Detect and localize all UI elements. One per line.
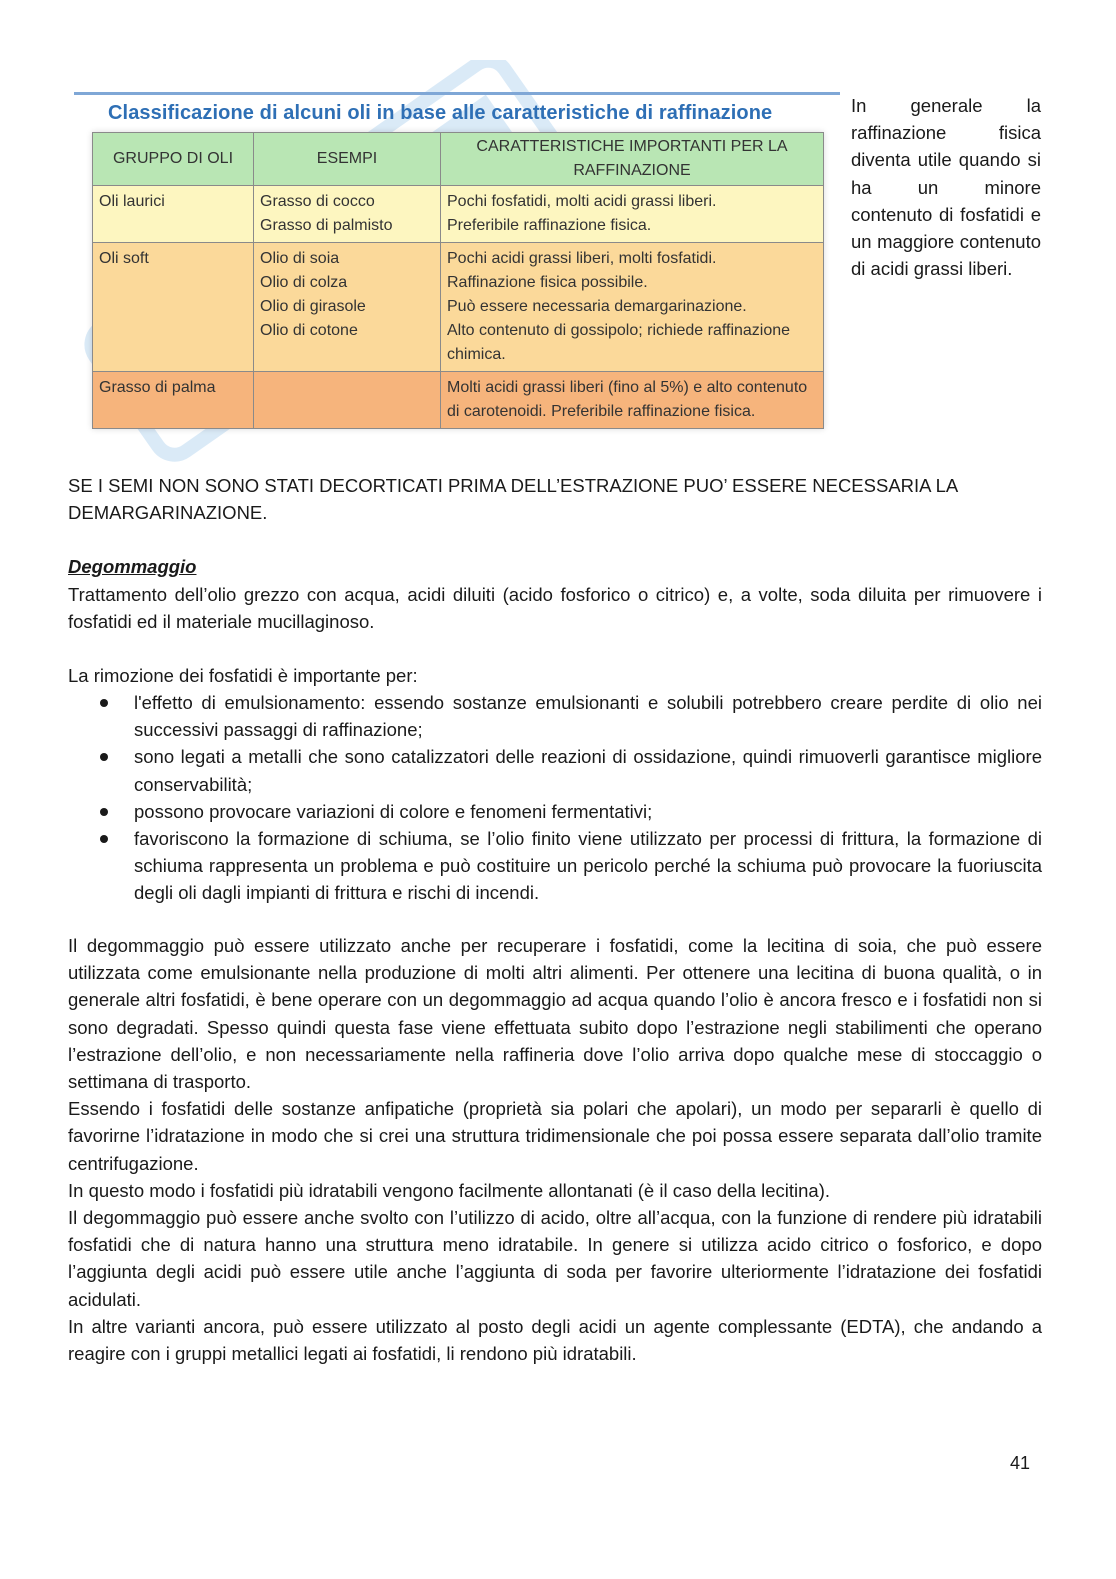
feature-item: Preferibile raffinazione fisica. bbox=[447, 217, 652, 234]
table-cell-examples bbox=[254, 243, 441, 372]
bullet-icon bbox=[100, 753, 108, 761]
table-row bbox=[93, 243, 824, 372]
classification-figure bbox=[74, 92, 840, 458]
table-cell-group: Oli laurici bbox=[93, 186, 254, 243]
figure-title: Classificazione di alcuni oli in base alle caratteristiche di raffinazione bbox=[108, 102, 773, 124]
table-cell-features bbox=[441, 243, 824, 372]
figure-top-rule bbox=[74, 92, 840, 95]
section-intro: Trattamento dell’olio grezzo con acqua, acidi diluiti (acido fosforico o citrico) e, a volte, soda diluita per rimuovere i fosfatidi ed il materiale mucillaginoso. bbox=[68, 584, 1042, 633]
table-cell-features bbox=[441, 186, 824, 243]
feature-item: Raffinazione fisica possibile. bbox=[447, 274, 648, 291]
table-header-row bbox=[93, 133, 824, 186]
feature-item: Pochi fosfatidi, molti acidi grassi liberi. bbox=[447, 193, 717, 210]
table-cell-group: Grasso di palma bbox=[93, 372, 254, 429]
list-item-text: sono legati a metalli che sono catalizzatori delle reazioni di ossidazione, quindi rimuoverli garantisce migliore conservabilità; bbox=[134, 746, 1042, 795]
bullet-icon bbox=[100, 808, 108, 816]
example-item: Grasso di cocco bbox=[260, 193, 375, 210]
table-header-cell: CARATTERISTICHE IMPORTANTI PER LA RAFFINAZIONE bbox=[441, 133, 824, 186]
paragraph: Essendo i fosfatidi delle sostanze anfipatiche (proprietà sia polari che apolari), un modo per separarli è quello di favorirne l’idratazione in modo che si crei una struttura tridimensionale che poi possa essere separata dall’olio tramite centrifugazione. bbox=[68, 1098, 1042, 1174]
paragraph: Il degommaggio può essere utilizzato anche per recuperare i fosfatidi, come la lecitina di soia, che può essere utilizzata come emulsionante nella produzione di molti altri alimenti. Per ottenere una lecitina di buona qualità, o in generale altri fosfatidi, è bene operare con un degommaggio ad acqua quando l’olio è ancora fresco e i fosfatidi non si sono degradati. Spesso quindi questa fase viene effettuata subito dopo l’estrazione negli stabilimenti che operano l’estrazione dell’olio, e non necessariamente nella raffineria dove l’olio arriva dopo qualche mese di stoccaggio o settimana di trasporto. bbox=[68, 935, 1042, 1093]
example-item: Olio di soia bbox=[260, 250, 340, 267]
paragraph: In questo modo i fosfatidi più idratabili vengono facilmente allontanati (è il caso della lecitina). bbox=[68, 1179, 831, 1201]
list-item bbox=[68, 689, 1042, 743]
example-item: Grasso di palmisto bbox=[260, 217, 393, 234]
list-item bbox=[68, 798, 1042, 825]
bullet-icon bbox=[100, 835, 108, 843]
table-row bbox=[93, 186, 824, 243]
list-item-text: favoriscono la formazione di schiuma, se l’olio finito viene utilizzato per processi di frittura, la formazione di schiuma rappresenta un problema e può costituire un pericolo perché la schiuma può provocare la fuoriuscita degli oli dagli impianti di frittura e rischi di incendi. bbox=[134, 828, 1042, 904]
table-row bbox=[93, 372, 824, 429]
decortication-note: SE I SEMI NON SONO STATI DECORTICATI PRIMA DELL’ESTRAZIONE PUO’ ESSERE NECESSARIA LA DEMARGARINAZIONE. bbox=[68, 475, 958, 524]
table-cell-examples bbox=[254, 186, 441, 243]
example-item: Olio di cotone bbox=[260, 322, 358, 339]
list-item bbox=[68, 825, 1042, 907]
paragraph: In altre varianti ancora, può essere utilizzato al posto degli acidi un agente complessante (EDTA), che andando a reagire con i gruppi metallici legati ai fosfatidi, li rendono più idratabili. bbox=[68, 1315, 1042, 1365]
table-cell-features bbox=[441, 372, 824, 429]
feature-item: Alto contenuto di gossipolo; richiede raffinazione chimica. bbox=[447, 322, 791, 363]
reasons-list bbox=[68, 689, 1042, 907]
paragraph: Il degommaggio può essere anche svolto con l’utilizzo di acido, oltre all’acqua, con la funzione di rendere più idratabili fosfatidi che di natura hanno una struttura meno idratabile. In genere si utilizza acido citrico o fosforico, e dopo l’aggiunta degli acidi può essere utile anche l’aggiunta di soda per favorire ulteriormente l’idratazione dei fosfatidi acidulati. bbox=[68, 1207, 1042, 1310]
list-item-text: l'effetto di emulsionamento: essendo sostanze emulsionanti e solubili potrebbero creare perdite di olio nei successivi passaggi di raffinazione; bbox=[134, 692, 1042, 741]
table-cell-examples bbox=[254, 372, 441, 429]
classification-table bbox=[92, 132, 824, 429]
side-note: In generale la raffinazione fisica diventa utile quando si ha un minore contenuto di fosfatidi e un maggiore contenuto di acidi grassi liberi. bbox=[851, 95, 1041, 280]
list-intro: La rimozione dei fosfatidi è importante per: bbox=[68, 665, 418, 686]
table-cell-group: Oli soft bbox=[93, 243, 254, 372]
example-item: Olio di girasole bbox=[260, 298, 366, 315]
bullet-icon bbox=[100, 699, 108, 707]
table-header-cell: ESEMPI bbox=[254, 133, 441, 186]
table-header-cell: GRUPPO DI OLI bbox=[93, 133, 254, 186]
example-item: Olio di colza bbox=[260, 274, 348, 291]
feature-item: Molti acidi grassi liberi (fino al 5%) e alto contenuto di carotenoidi. Preferibile raffinazione fisica. bbox=[447, 379, 808, 420]
list-item bbox=[68, 743, 1042, 797]
feature-item: Pochi acidi grassi liberi, molti fosfatidi. bbox=[447, 250, 717, 267]
section-heading: Degommaggio bbox=[68, 556, 197, 577]
list-item-text: possono provocare variazioni di colore e fenomeni fermentativi; bbox=[134, 800, 653, 822]
page-number: 41 bbox=[1010, 1453, 1031, 1473]
feature-item: Può essere necessaria demargarinazione. bbox=[447, 298, 747, 315]
body-paragraphs bbox=[68, 932, 1042, 1367]
